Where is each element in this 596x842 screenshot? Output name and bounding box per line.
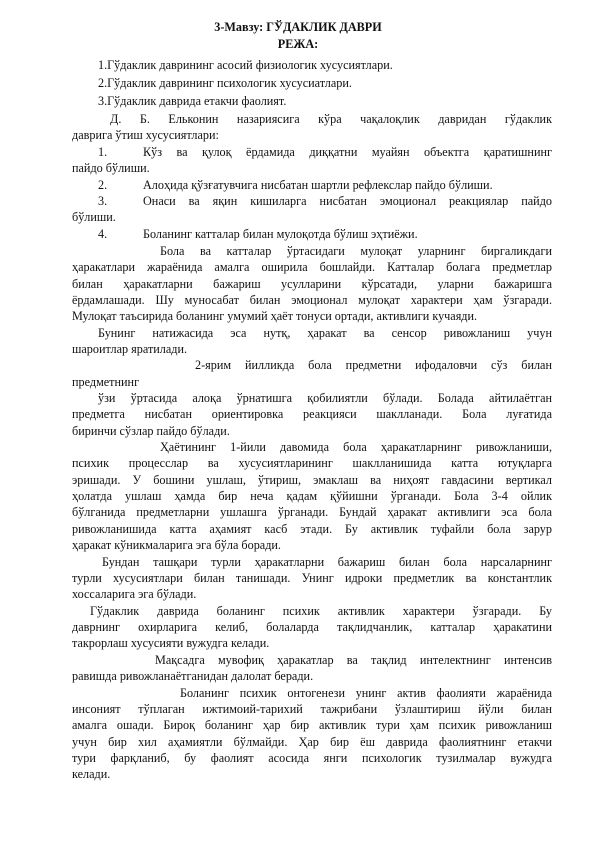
feature-text: Алоҳида қўзғатувчига нисбатан шартли рефлекслар пайдо бўлиши. xyxy=(143,178,493,192)
paragraph-line: Бундан ташқари турли ҳаракатларни бажариш билан бола нарсаларнинг xyxy=(102,555,552,569)
paragraph-line: бўлганида предметларни ушлашга ўрганади. Бундай ҳаракат активлиги эса бола xyxy=(72,505,552,519)
plan-item: 1.Гўдаклик даврининг асосий физиологик хусусиятлари. xyxy=(98,58,393,72)
feature-number: 2. xyxy=(98,178,108,192)
paragraph-line: ҳолатда ушлаш ҳамда бир неча қадам қўйишни ўрганади. Бола 3-4 ойлик xyxy=(72,489,552,503)
intro-line: даврига ўтиш хусусиятлари: xyxy=(72,128,219,142)
feature-number: 1. xyxy=(98,145,108,159)
paragraph-line: келади. xyxy=(72,767,111,781)
paragraph-line: турли хусусиятлари билан танишади. Унинг идроки предметлик ва константлик xyxy=(72,571,552,585)
paragraph-line: 2-ярим йилликда бола предметни ифодаловчи сўз билан xyxy=(195,358,552,372)
plan-item: 2.Гўдаклик даврининг психологик хусусиатлари. xyxy=(98,76,352,90)
feature-text: Боланинг катталар билан мулоқотда бўлиш эҳтиёжи. xyxy=(143,227,418,241)
paragraph-line: учун бир хил аҳамиятли бўлмайди. Ҳар бир ёш даврида фаолиятнинг етакчи xyxy=(72,735,552,749)
page-title: 3-Мавзу: ГЎДАКЛИК ДАВРИ xyxy=(214,20,382,34)
paragraph-line: эришади. У бошини ушлаш, ўтириш, эмаклаш ва ниҳоят гавдасини вертикал xyxy=(72,473,552,487)
feature-number: 4. xyxy=(98,227,108,241)
paragraph-line: предметга нисбатан ориентировка реакцияси шаклланади. Бола луғатида xyxy=(72,407,552,421)
paragraph-line: предметнинг xyxy=(72,375,140,389)
feature-text: пайдо бўлиши. xyxy=(72,161,150,175)
paragraph-line: ўзи ўртасида алоқа ўрнатишга қобилиятли бўлади. Болада айтилаётган xyxy=(98,391,552,405)
paragraph-line: ривожланишида катта аҳамият касб этади. Бу активлик туфайли бола зарур xyxy=(72,522,552,536)
paragraph-line: ҳаракат кўникмаларига эга бўла боради. xyxy=(72,538,281,552)
paragraph-line: Бунинг натижасида эса нутқ, ҳаракат ва сенсор ривожланиш учун xyxy=(98,326,552,340)
plan-item: 3.Гўдаклик даврида етакчи фаолият. xyxy=(98,94,287,108)
feature-number: 3. xyxy=(98,194,108,208)
paragraph-line: шароитлар яратилади. xyxy=(72,342,188,356)
paragraph-line: билан ҳаракатларни бажариш усулларини кўрсатади, уларни бажаришга xyxy=(72,277,552,291)
paragraph-line: тури фарқланиб, бу фаолият асосида янги психологик тузилмалар вужудга xyxy=(72,751,552,765)
intro-line: Д. Б. Ельконин назариясига кўра чақалоқлик давридан гўдаклик xyxy=(110,112,552,126)
feature-text: бўлиши. xyxy=(72,210,116,224)
feature-text: Кўз ва қулоқ ёрдамида диққатни муайян объектга қаратишнинг xyxy=(143,145,552,159)
paragraph-line: равишда ривожланаётганидан далолат беради. xyxy=(72,669,314,683)
paragraph-line: такрорлаш хусусияти вужудга келади. xyxy=(72,636,270,650)
paragraph-line: даврнинг охирларига келиб, болаларда тақлидчанлик, катталар ҳаракатини xyxy=(72,620,552,634)
paragraph-line: биринчи сўзлар пайдо бўлади. xyxy=(72,424,230,438)
paragraph-line: инсоният тўплаган ижтимоий-тарихий тажрибани ўзлаштириш йўли билан xyxy=(72,702,552,716)
paragraph-line: Боланинг психик онтогенези унинг актив фаолияти жараёнида xyxy=(180,686,552,700)
feature-text: Онаси ва яқин кишиларга нисбатан эмоционал реакциялар пайдо xyxy=(143,194,552,208)
paragraph-line: амалга ошади. Бироқ боланинг ҳар бир активлик тури ҳам психик ривожланиш xyxy=(72,718,552,732)
paragraph-line: Бола ва катталар ўртасидаги мулоқат уларнинг биргаликдаги xyxy=(160,244,552,258)
paragraph-line: Мулоқат таъсирида боланинг умумий ҳаёт тонуси ортади, активлиги кучаяди. xyxy=(72,309,478,323)
paragraph-line: Мақсадга мувофиқ ҳаракатлар ва тақлид интелектнинг интенсив xyxy=(155,653,552,667)
paragraph-line: ҳаракатлари жараёнида амалга оширила бошлайди. Катталар болага предметлар xyxy=(72,260,552,274)
paragraph-line: ёрдамлашади. Шу муносабат билан эмоционал мулоқат характери ҳам ўзгаради. xyxy=(72,293,552,307)
paragraph-line: психик процесслар ва хусусиятларининг шаклланишида катта ютуқларга xyxy=(72,456,552,470)
paragraph-line: хоссаларига эга бўлади. xyxy=(72,587,197,601)
paragraph-line: Ҳаётининг 1-йили давомида бола ҳаракатларнинг ривожланиши, xyxy=(160,440,552,454)
plan-heading: РЕЖА: xyxy=(277,37,319,51)
paragraph-line: Гўдаклик даврида боланинг психик активлик характери ўзгаради. Бу xyxy=(90,604,552,618)
